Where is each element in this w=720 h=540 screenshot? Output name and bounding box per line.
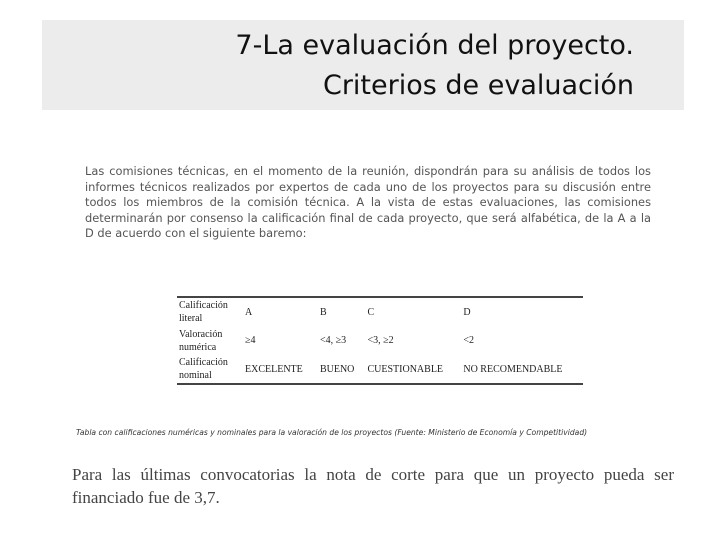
intro-paragraph: Las comisiones técnicas, en el momento de la reunión, dispondrán para su análisis de todos los informes técnicos realizados por expertos de cada uno de los proyectos para su discusión entre todos los miembros de la comisión técnica. A la vista de estas evaluaciones, las comisiones determinarán por consenso la calificación final de cada proyecto, que será alfabética, de la A a la D de acuerdo con el siguiente baremo: [85,164,651,240]
table-cell: NO RECOMENDABLE [463,363,563,375]
table-cell: BUENO [319,363,355,375]
row-header: Valoración numérica [179,328,223,353]
table-cell: ≥4 [245,335,256,346]
table-cell: C [367,306,375,318]
table-row [177,326,583,355]
table-cell: A [245,306,253,318]
table-cell: B [319,306,327,318]
slide-title-line-2: Criterios de evaluación [322,70,634,101]
grading-table [177,296,583,385]
table-row [177,355,583,384]
table-cell: D [463,306,471,318]
row-header: Calificación nominal [179,357,228,381]
cutoff-note: Para las últimas convocatorias la nota de corte para que un proyecto pueda ser financiado fue de 3,7. [72,465,674,507]
table-cell: <3, ≥2 [367,335,394,346]
title-band [42,20,684,110]
table-cell: <2 [463,335,474,346]
table-row [177,297,583,326]
slide-title [235,26,634,106]
slide-title-line-1: 7-La evaluación del proyecto. [235,30,634,61]
table-caption: Tabla con calificaciones numéricas y nominales para la valoración de los proyectos (Fuente: Ministerio de Economía y Competitividad) [76,428,588,437]
row-header: Calificación literal [179,300,228,324]
table-cell: CUESTIONABLE [367,363,444,375]
table-cell: <4, ≥3 [319,335,347,346]
table-cell: EXCELENTE [245,363,303,375]
